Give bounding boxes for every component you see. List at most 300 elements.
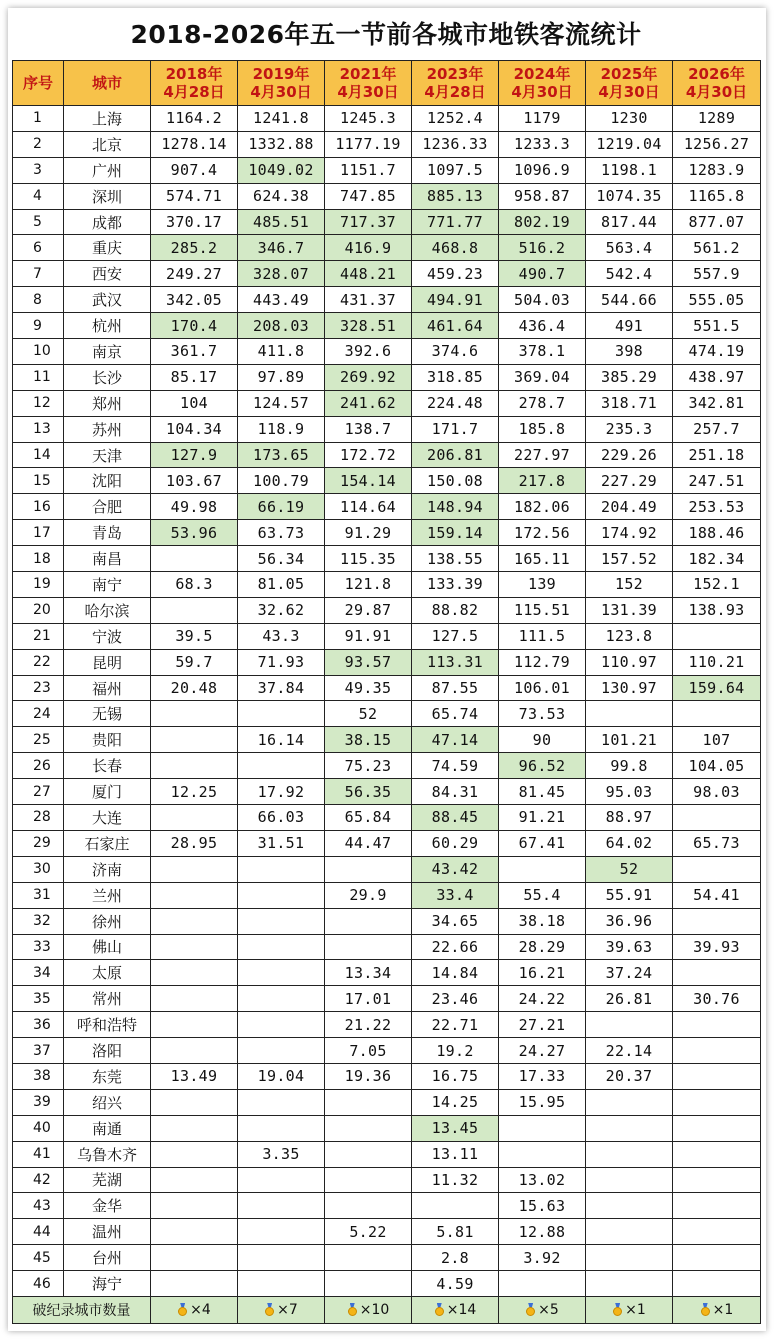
city-name: 天津 [64, 442, 151, 468]
value-cell: 224.48 [412, 390, 499, 416]
value-cell: 182.34 [673, 546, 761, 572]
value-cell: 1097.5 [412, 157, 499, 183]
value-cell: 110.21 [673, 649, 761, 675]
column-header-line2: 4月28日 [163, 83, 225, 101]
value-cell: 75.23 [325, 753, 412, 779]
value-cell: 1096.9 [499, 157, 586, 183]
value-cell [238, 856, 325, 882]
city-name: 大连 [64, 805, 151, 831]
record-value-cell: 241.62 [325, 390, 412, 416]
row-index: 7 [13, 261, 64, 287]
city-name: 海宁 [64, 1271, 151, 1297]
row-index: 16 [13, 494, 64, 520]
value-cell [238, 753, 325, 779]
record-value-cell: 485.51 [238, 209, 325, 235]
value-cell: 392.6 [325, 339, 412, 365]
city-name: 哈尔滨 [64, 597, 151, 623]
table-row [13, 1089, 761, 1115]
value-cell: 127.5 [412, 623, 499, 649]
column-header-line1: 2018年 [165, 65, 223, 83]
value-cell [151, 856, 238, 882]
value-cell: 278.7 [499, 390, 586, 416]
medal-icon [612, 1303, 623, 1316]
value-cell: 118.9 [238, 416, 325, 442]
city-name: 南昌 [64, 546, 151, 572]
city-name: 沈阳 [64, 468, 151, 494]
value-cell [586, 1245, 673, 1271]
value-cell: 342.05 [151, 287, 238, 313]
value-cell [151, 1245, 238, 1271]
value-cell: 87.55 [412, 675, 499, 701]
table-row [13, 960, 761, 986]
value-cell: 28.29 [499, 934, 586, 960]
city-name: 无锡 [64, 701, 151, 727]
table-row [13, 209, 761, 235]
table-row [13, 1167, 761, 1193]
value-cell: 1245.3 [325, 106, 412, 132]
value-cell [673, 805, 761, 831]
city-name: 乌鲁木齐 [64, 1141, 151, 1167]
value-cell: 1164.2 [151, 106, 238, 132]
value-cell: 361.7 [151, 339, 238, 365]
record-value-cell: 47.14 [412, 727, 499, 753]
city-name: 深圳 [64, 183, 151, 209]
table-row [13, 1141, 761, 1167]
medal-icon [347, 1303, 358, 1316]
value-cell: 66.03 [238, 805, 325, 831]
city-name: 温州 [64, 1219, 151, 1245]
column-header-line2: 4月30日 [511, 83, 573, 101]
city-name: 呼和浩特 [64, 1012, 151, 1038]
record-value-cell: 88.45 [412, 805, 499, 831]
value-cell: 124.57 [238, 390, 325, 416]
record-value-cell: 53.96 [151, 520, 238, 546]
value-cell: 22.66 [412, 934, 499, 960]
value-cell: 907.4 [151, 157, 238, 183]
record-count-row [13, 1296, 761, 1323]
value-cell [673, 1115, 761, 1141]
record-count-value: ×7 [277, 1301, 298, 1318]
value-cell: 88.97 [586, 805, 673, 831]
value-cell: 97.89 [238, 364, 325, 390]
row-index: 40 [13, 1115, 64, 1141]
table-row [13, 261, 761, 287]
value-cell: 5.81 [412, 1219, 499, 1245]
value-cell: 491 [586, 313, 673, 339]
row-index: 13 [13, 416, 64, 442]
value-cell: 1252.4 [412, 106, 499, 132]
value-cell: 104.05 [673, 753, 761, 779]
value-cell [325, 1141, 412, 1167]
value-cell: 34.65 [412, 908, 499, 934]
value-cell: 24.22 [499, 986, 586, 1012]
record-value-cell: 33.4 [412, 882, 499, 908]
value-cell: 91.29 [325, 520, 412, 546]
row-index: 20 [13, 597, 64, 623]
value-cell: 88.82 [412, 597, 499, 623]
record-count-cell [412, 1296, 499, 1323]
value-cell [673, 908, 761, 934]
value-cell [673, 1167, 761, 1193]
record-value-cell: 494.91 [412, 287, 499, 313]
row-index: 4 [13, 183, 64, 209]
row-index: 12 [13, 390, 64, 416]
row-index: 31 [13, 882, 64, 908]
table-row [13, 701, 761, 727]
value-cell [673, 1063, 761, 1089]
value-cell: 81.05 [238, 572, 325, 598]
row-index: 38 [13, 1063, 64, 1089]
value-cell: 5.22 [325, 1219, 412, 1245]
value-cell [151, 1219, 238, 1245]
value-cell [325, 934, 412, 960]
table-row [13, 882, 761, 908]
value-cell [238, 1089, 325, 1115]
row-index: 45 [13, 1245, 64, 1271]
column-header-line2: 4月30日 [250, 83, 312, 101]
table-row [13, 364, 761, 390]
value-cell: 555.05 [673, 287, 761, 313]
value-cell: 574.71 [151, 183, 238, 209]
value-cell: 84.31 [412, 779, 499, 805]
value-cell [238, 986, 325, 1012]
value-cell: 27.21 [499, 1012, 586, 1038]
value-cell: 227.29 [586, 468, 673, 494]
value-cell: 172.72 [325, 442, 412, 468]
value-cell [151, 960, 238, 986]
value-cell: 14.84 [412, 960, 499, 986]
value-cell: 65.84 [325, 805, 412, 831]
value-cell: 257.7 [673, 416, 761, 442]
value-cell: 22.14 [586, 1038, 673, 1064]
column-header-line1: 城市 [91, 74, 122, 92]
column-header [151, 61, 238, 106]
value-cell: 1241.8 [238, 106, 325, 132]
value-cell: 56.34 [238, 546, 325, 572]
record-value-cell: 93.57 [325, 649, 412, 675]
record-value-cell: 173.65 [238, 442, 325, 468]
column-header-line1: 2021年 [339, 65, 397, 83]
record-value-cell: 328.07 [238, 261, 325, 287]
value-cell: 85.17 [151, 364, 238, 390]
value-cell: 49.98 [151, 494, 238, 520]
value-cell: 378.1 [499, 339, 586, 365]
row-index: 42 [13, 1167, 64, 1193]
value-cell: 13.34 [325, 960, 412, 986]
column-header [412, 61, 499, 106]
value-cell [673, 1089, 761, 1115]
value-cell: 1165.8 [673, 183, 761, 209]
value-cell: 185.8 [499, 416, 586, 442]
column-header-line2: 4月28日 [424, 83, 486, 101]
row-index: 11 [13, 364, 64, 390]
record-value-cell: 66.19 [238, 494, 325, 520]
value-cell: 157.52 [586, 546, 673, 572]
city-name: 南宁 [64, 572, 151, 598]
value-cell: 1289 [673, 106, 761, 132]
value-cell: 123.8 [586, 623, 673, 649]
value-cell [238, 1167, 325, 1193]
record-value-cell: 96.52 [499, 753, 586, 779]
value-cell: 182.06 [499, 494, 586, 520]
row-index: 22 [13, 649, 64, 675]
medal-icon [525, 1303, 536, 1316]
record-value-cell: 52 [586, 856, 673, 882]
value-cell: 106.01 [499, 675, 586, 701]
city-name: 厦门 [64, 779, 151, 805]
city-name: 宁波 [64, 623, 151, 649]
column-header [499, 61, 586, 106]
table-row [13, 830, 761, 856]
value-cell [499, 856, 586, 882]
value-cell [151, 1038, 238, 1064]
value-cell: 877.07 [673, 209, 761, 235]
value-cell: 253.53 [673, 494, 761, 520]
value-cell: 111.5 [499, 623, 586, 649]
value-cell: 74.59 [412, 753, 499, 779]
value-cell: 60.29 [412, 830, 499, 856]
city-name: 芜湖 [64, 1167, 151, 1193]
value-cell: 1283.9 [673, 157, 761, 183]
value-cell [151, 1089, 238, 1115]
value-cell [238, 1219, 325, 1245]
value-cell: 37.24 [586, 960, 673, 986]
value-cell: 71.93 [238, 649, 325, 675]
value-cell: 411.8 [238, 339, 325, 365]
value-cell: 22.71 [412, 1012, 499, 1038]
value-cell [151, 701, 238, 727]
city-name: 东莞 [64, 1063, 151, 1089]
column-header-line1: 2023年 [426, 65, 484, 83]
value-cell [673, 623, 761, 649]
row-index: 27 [13, 779, 64, 805]
city-name: 武汉 [64, 287, 151, 313]
record-value-cell: 885.13 [412, 183, 499, 209]
value-cell: 63.73 [238, 520, 325, 546]
value-cell [238, 882, 325, 908]
value-cell [586, 1167, 673, 1193]
table-row [13, 675, 761, 701]
value-cell: 107 [673, 727, 761, 753]
city-name: 石家庄 [64, 830, 151, 856]
table-row [13, 1271, 761, 1297]
record-count-label: 破纪录城市数量 [13, 1296, 151, 1323]
value-cell: 101.21 [586, 727, 673, 753]
value-cell [673, 1038, 761, 1064]
record-value-cell: 38.15 [325, 727, 412, 753]
record-value-cell: 461.64 [412, 313, 499, 339]
value-cell: 32.62 [238, 597, 325, 623]
city-name: 上海 [64, 106, 151, 132]
value-cell: 318.71 [586, 390, 673, 416]
record-value-cell: 771.77 [412, 209, 499, 235]
value-cell [673, 1219, 761, 1245]
value-cell: 20.48 [151, 675, 238, 701]
value-cell: 38.18 [499, 908, 586, 934]
value-cell: 55.4 [499, 882, 586, 908]
column-header-line1: 2024年 [513, 65, 571, 83]
city-name: 昆明 [64, 649, 151, 675]
record-value-cell: 159.64 [673, 675, 761, 701]
value-cell: 39.5 [151, 623, 238, 649]
value-cell [151, 1012, 238, 1038]
value-cell: 474.19 [673, 339, 761, 365]
value-cell: 15.95 [499, 1089, 586, 1115]
record-value-cell: 490.7 [499, 261, 586, 287]
medal-icon [434, 1303, 445, 1316]
value-cell: 115.35 [325, 546, 412, 572]
value-cell: 98.03 [673, 779, 761, 805]
table-row [13, 1012, 761, 1038]
record-count-cell [673, 1296, 761, 1323]
value-cell [151, 882, 238, 908]
table-row [13, 442, 761, 468]
table-row [13, 157, 761, 183]
value-cell: 229.26 [586, 442, 673, 468]
row-index: 39 [13, 1089, 64, 1115]
value-cell: 13.49 [151, 1063, 238, 1089]
value-cell: 3.92 [499, 1245, 586, 1271]
value-cell: 73.53 [499, 701, 586, 727]
row-index: 2 [13, 131, 64, 157]
value-cell: 138.7 [325, 416, 412, 442]
value-cell [325, 1115, 412, 1141]
value-cell [325, 1245, 412, 1271]
record-value-cell: 170.4 [151, 313, 238, 339]
value-cell [325, 1271, 412, 1297]
record-count-cell [586, 1296, 673, 1323]
record-value-cell: 516.2 [499, 235, 586, 261]
record-value-cell: 43.42 [412, 856, 499, 882]
city-name: 洛阳 [64, 1038, 151, 1064]
value-cell: 91.21 [499, 805, 586, 831]
row-index: 30 [13, 856, 64, 882]
value-cell [238, 1012, 325, 1038]
value-cell: 235.3 [586, 416, 673, 442]
row-index: 33 [13, 934, 64, 960]
value-cell [586, 1193, 673, 1219]
row-index: 8 [13, 287, 64, 313]
table-row [13, 727, 761, 753]
value-cell [151, 727, 238, 753]
row-index: 32 [13, 908, 64, 934]
value-cell: 438.97 [673, 364, 761, 390]
value-cell: 398 [586, 339, 673, 365]
value-cell: 7.05 [325, 1038, 412, 1064]
value-cell [238, 1193, 325, 1219]
value-cell: 1074.35 [586, 183, 673, 209]
row-index: 46 [13, 1271, 64, 1297]
value-cell: 1236.33 [412, 131, 499, 157]
table-body [13, 106, 761, 1324]
value-cell: 14.25 [412, 1089, 499, 1115]
value-cell: 30.76 [673, 986, 761, 1012]
value-cell: 374.6 [412, 339, 499, 365]
city-name: 苏州 [64, 416, 151, 442]
value-cell [238, 1245, 325, 1271]
table-row [13, 468, 761, 494]
value-cell [151, 1141, 238, 1167]
column-header-line1: 2026年 [688, 65, 745, 83]
medal-icon [700, 1303, 711, 1316]
row-index: 24 [13, 701, 64, 727]
value-cell [499, 1271, 586, 1297]
city-name: 郑州 [64, 390, 151, 416]
value-cell [238, 934, 325, 960]
record-count-cell [151, 1296, 238, 1323]
column-header-line1: 序号 [22, 74, 53, 92]
value-cell [673, 1012, 761, 1038]
value-cell [238, 908, 325, 934]
value-cell: 29.87 [325, 597, 412, 623]
value-cell: 21.22 [325, 1012, 412, 1038]
value-cell [151, 805, 238, 831]
row-index: 18 [13, 546, 64, 572]
record-value-cell: 148.94 [412, 494, 499, 520]
value-cell [238, 1271, 325, 1297]
value-cell: 139 [499, 572, 586, 598]
value-cell: 504.03 [499, 287, 586, 313]
city-name: 西安 [64, 261, 151, 287]
value-cell: 188.46 [673, 520, 761, 546]
city-name: 广州 [64, 157, 151, 183]
value-cell: 13.11 [412, 1141, 499, 1167]
value-cell: 37.84 [238, 675, 325, 701]
column-header-line2: 4月30日 [685, 83, 748, 101]
record-count-cell [238, 1296, 325, 1323]
city-name: 合肥 [64, 494, 151, 520]
value-cell [586, 1219, 673, 1245]
page-title: 2018-2026年五一节前各城市地铁客流统计 [130, 20, 642, 49]
value-cell: 247.51 [673, 468, 761, 494]
table-row [13, 390, 761, 416]
value-cell: 624.38 [238, 183, 325, 209]
value-cell [673, 960, 761, 986]
value-cell: 112.79 [499, 649, 586, 675]
value-cell: 958.87 [499, 183, 586, 209]
value-cell: 29.9 [325, 882, 412, 908]
record-value-cell: 285.2 [151, 235, 238, 261]
city-name: 长春 [64, 753, 151, 779]
value-cell [673, 1271, 761, 1297]
value-cell: 16.21 [499, 960, 586, 986]
row-index: 43 [13, 1193, 64, 1219]
city-name: 福州 [64, 675, 151, 701]
row-index: 41 [13, 1141, 64, 1167]
value-cell: 19.2 [412, 1038, 499, 1064]
value-cell: 121.8 [325, 572, 412, 598]
record-value-cell: 269.92 [325, 364, 412, 390]
city-name: 兰州 [64, 882, 151, 908]
value-cell: 95.03 [586, 779, 673, 805]
record-value-cell: 217.8 [499, 468, 586, 494]
value-cell: 1198.1 [586, 157, 673, 183]
value-cell: 15.63 [499, 1193, 586, 1219]
value-cell: 1177.19 [325, 131, 412, 157]
value-cell: 544.66 [586, 287, 673, 313]
value-cell: 172.56 [499, 520, 586, 546]
value-cell [238, 701, 325, 727]
value-cell: 1278.14 [151, 131, 238, 157]
row-index: 36 [13, 1012, 64, 1038]
value-cell: 64.02 [586, 830, 673, 856]
table-row [13, 131, 761, 157]
table-row [13, 1245, 761, 1271]
record-count-cell [325, 1296, 412, 1323]
city-name: 济南 [64, 856, 151, 882]
value-cell: 385.29 [586, 364, 673, 390]
row-index: 37 [13, 1038, 64, 1064]
